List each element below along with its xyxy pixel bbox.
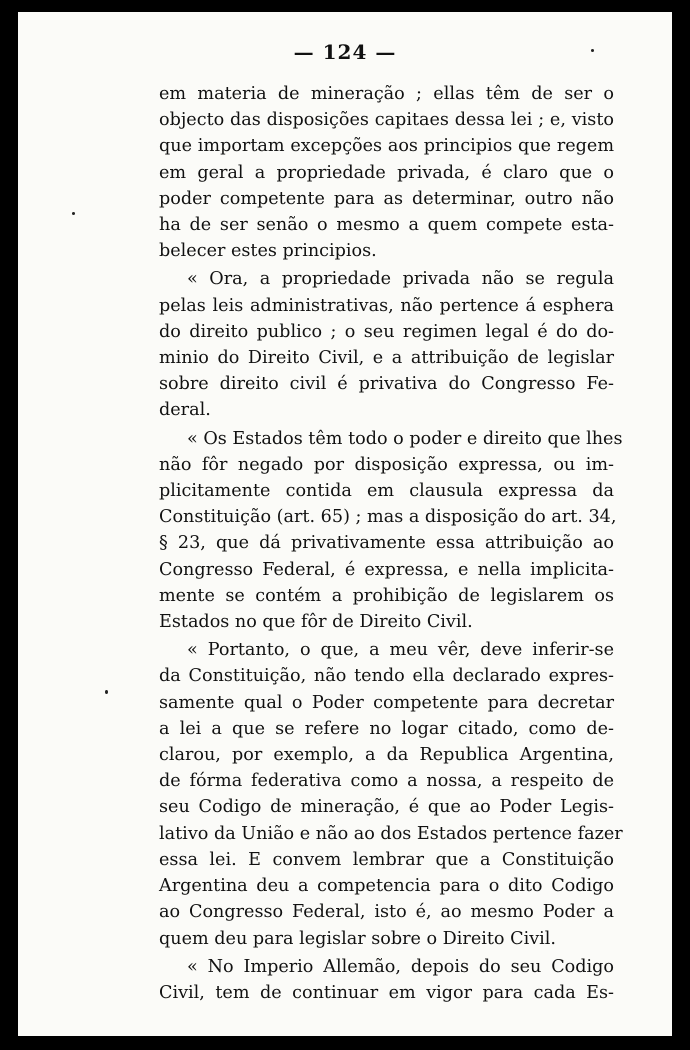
- text-line: do direito publico ; o seu regimen legal é do do-: [159, 321, 614, 342]
- text-line: § 23, que dá privativamente essa attribuição ao: [159, 533, 614, 554]
- text-line: « Ora, a propriedade privada não se regula: [187, 269, 614, 290]
- text-line: Constituição (art. 65) ; mas a disposição do art. 34,: [159, 507, 617, 528]
- scan-speck: [72, 212, 75, 215]
- paragraph-2: [159, 266, 614, 423]
- text-line: Argentina deu a competencia para o dito Codigo: [159, 876, 614, 897]
- text-line: samente qual o Poder competente para decretar: [159, 692, 614, 713]
- body-text: [159, 81, 623, 1006]
- text-line: pelas leis administrativas, não pertence á esphera: [159, 295, 614, 316]
- text-line: minio do Direito Civil, e a attribuição de legislar: [159, 348, 614, 369]
- text-line: a lei a que se refere no logar citado, como de-: [159, 718, 614, 739]
- scan-speck: [591, 49, 594, 52]
- text-line: que importam excepções aos principios que regem: [159, 136, 614, 157]
- text-line: clarou, por exemplo, a da Republica Argentina,: [159, 745, 614, 766]
- paragraph-1: [159, 81, 614, 264]
- text-line: Estados no que fôr de Direito Civil.: [159, 612, 473, 633]
- text-line: quem deu para legislar sobre o Direito Civil.: [159, 928, 556, 949]
- text-line: sobre direito civil é privativa do Congresso Fe-: [159, 374, 614, 395]
- text-line: em geral a propriedade privada, é claro que o: [159, 162, 614, 183]
- text-line: mente se contém a prohibição de legislarem os: [159, 585, 614, 606]
- text-line: plicitamente contida em clausula expressa da: [159, 481, 614, 502]
- text-line: da Constituição, não tendo ella declarado expres-: [159, 666, 614, 687]
- text-line: lativo da União e não ao dos Estados pertence fazer: [159, 823, 623, 844]
- text-line: deral.: [159, 400, 211, 421]
- text-line: não fôr negado por disposição expressa, ou im-: [159, 454, 614, 475]
- text-line: poder competente para as determinar, outro não: [159, 188, 614, 209]
- text-line: Civil, tem de continuar em vigor para cada Es-: [159, 982, 614, 1003]
- page: [18, 12, 672, 1036]
- scan-speck: [105, 690, 108, 694]
- text-line: de fórma federativa como a nossa, a respeito de: [159, 771, 614, 792]
- text-line: ao Congresso Federal, isto é, ao mesmo Poder a: [159, 902, 614, 923]
- text-line: ha de ser senão o mesmo a quem compete esta-: [159, 215, 614, 236]
- text-line: seu Codigo de mineração, é que ao Poder Legis-: [159, 797, 614, 818]
- text-line: Congresso Federal, é expressa, e nella implicita-: [159, 559, 614, 580]
- text-line: « Portanto, o que, a meu vêr, deve inferir-se: [187, 640, 614, 661]
- paragraph-4: [159, 637, 623, 951]
- text-line: essa lei. E convem lembrar que a Constituição: [159, 849, 614, 870]
- paragraph-5: [159, 954, 614, 1006]
- page-number: — 124 —: [293, 40, 397, 64]
- text-line: « Os Estados têm todo o poder e direito que lhes: [187, 428, 623, 449]
- text-line: belecer estes principios.: [159, 241, 377, 262]
- paragraph-3: [159, 426, 623, 636]
- text-line: objecto das disposições capitaes dessa lei ; e, visto: [159, 110, 614, 131]
- text-line: em materia de mineração ; ellas têm de ser o: [159, 84, 614, 104]
- text-line: « No Imperio Allemão, depois do seu Codigo: [187, 956, 614, 977]
